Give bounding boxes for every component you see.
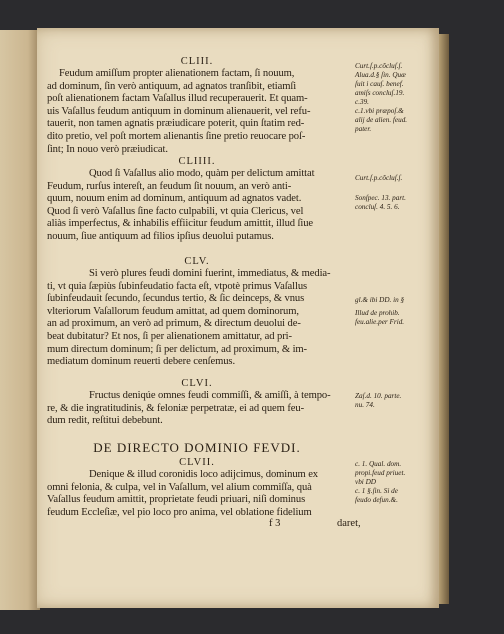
marginal-note: feu.alie.per Frid. xyxy=(355,318,405,326)
text-line: an ad proximum, an verò ad primum, & directum deuolui de- xyxy=(47,318,301,330)
page-edge xyxy=(439,34,449,604)
text-line: vlteriorum Vaſallorum feudum amittat, ad quem dominorum, xyxy=(47,305,299,317)
section-heading: CLVII. xyxy=(179,457,215,468)
marginal-note: gl.& ibi DD. in § xyxy=(355,296,405,304)
text-line: quum, nouum enim ad dominum, antiquum ad agnatos vadet. xyxy=(47,193,302,205)
text-line: ti, vt quia ſæpiùs ſubinfeudatio facta eſt, vtpotè primus Vaſallus xyxy=(47,280,308,292)
marginal-note: vbi DD xyxy=(355,478,376,486)
text-line: poſt alienationem factam Vaſallus illud recuperauerit. Et quam- xyxy=(47,93,308,105)
text-line: uis Vaſallus feudum antiquum in dominum alienauerit, vel refu- xyxy=(47,105,311,117)
section-heading: CLIII. xyxy=(180,56,214,67)
marginal-note: Sonſpec. 13. part. xyxy=(355,194,406,202)
marginal-note: ſuit i cauſ. benef. xyxy=(355,80,404,88)
text-line: mediatum dominum reuerti debere cenſemus. xyxy=(47,356,235,368)
text-line: Feudum amiſſum propter alienationem factam, ſi nouum, xyxy=(59,68,295,79)
text-line: ſubinfeudauit ſecundo, ſecundus tertio, & ſic deinceps, & vnus xyxy=(47,293,305,305)
marginal-note: Curt.ſ.p.cõcluſ.ſ. xyxy=(355,62,403,70)
text-line: omni felonia, & culpa, vel in Vaſallum, vel alium commiſſa, quà xyxy=(47,481,312,493)
text-line: dum redit, reſtitui debebunt. xyxy=(47,415,163,427)
text-line: re, & die ingratitudinis, & feloniæ perpetratæ, ei ad quem feu- xyxy=(47,402,304,414)
marginal-note: feudo defun.&. xyxy=(355,496,398,504)
marginal-note: propi.feud priuet. xyxy=(355,469,406,477)
text-line: aliàs imperfectus, & inhabilis effiicitur feudum amittit, illud ſiue xyxy=(47,218,314,230)
text-line: nouum, ſiue antiquum ad filios ipſius deuolui putamus. xyxy=(47,230,274,242)
facing-page-edge xyxy=(0,30,40,610)
marginal-note: c.1.vbi præpoſ.& xyxy=(355,107,404,115)
section-heading: CLIIII. xyxy=(178,156,216,167)
text-line: ſint; In nouo verò præiudicat. xyxy=(47,143,168,155)
marginal-note: Curt.ſ.p.cõcluſ.ſ. xyxy=(355,174,403,182)
marginal-note: nu. 74. xyxy=(355,401,375,409)
book-page xyxy=(37,28,439,608)
marginal-note: Zaſ.d. 10. parte. xyxy=(355,392,402,400)
section-heading: CLV. xyxy=(184,256,210,267)
text-line: Vaſallus feudum amittit, proprietate feudi priuari, niſi dominus xyxy=(47,494,306,506)
text-line: beat dubitatur? Et nos, ſi per alienationem amittatur, ad pri- xyxy=(47,330,292,342)
marginal-note: c. 1. Qual. dom. xyxy=(355,460,402,468)
text-line: mum directum dominum; ſi per delictum, ad proximum, & im- xyxy=(47,343,307,355)
marginal-note: Alua.d.§ ſin. Quæ xyxy=(355,71,406,79)
text-line: Quod ſi verò Vaſallus ſine facto culpabili, vt quia Clericus, vel xyxy=(47,205,304,217)
marginal-note: pater. xyxy=(355,125,372,133)
marginal-note: c. 1 §.ſin. Si de xyxy=(355,487,398,495)
chapter-title: DE DIRECTO DOMINIO FEVDI. xyxy=(93,440,301,455)
text-line: Feudum, rurſus intereſt, an feudum ſit nouum, an verò anti- xyxy=(47,180,292,192)
text-line: feudum Eccleſiæ, vel pio loco pro anima, vel oblatione fidelium xyxy=(47,506,312,518)
marginal-note: concluſ. 4. 5. 6. xyxy=(355,203,400,211)
signature-mark: f 3 xyxy=(269,518,281,529)
text-line: dito pretio, vel poſt mortem alienantis ſine pretio reuocare poſ- xyxy=(47,130,306,142)
marginal-note: amiſs concluſ.19. xyxy=(355,89,405,97)
text-line: Fructus deniqúe omnes feudi commiſſi, & amiſſi, à tempo- xyxy=(89,390,331,401)
section-heading: CLVI. xyxy=(181,378,213,389)
text-line: Denique & illud coronidis loco adijcimus, dominum ex xyxy=(89,469,319,480)
catchword: daret, xyxy=(337,518,361,529)
marginal-note: Illud de prohib. xyxy=(355,309,400,317)
marginal-note: c.39. xyxy=(355,98,369,106)
marginal-note: alij de alien. feud. xyxy=(355,116,408,124)
text-line: Si verò plures feudi domini fuerint, immediatus, & media- xyxy=(89,268,331,279)
text-line: Quod ſi Vaſallus alio modo, quàm per delictum amittat xyxy=(89,168,315,179)
text-line: tauerit, non tamen agnatis præiudicare poterit, quin ſtatim red- xyxy=(47,118,305,130)
text-line: ad dominum, ſin verò antiquum, ad agnatos tranſibit, etiamſi xyxy=(47,80,297,92)
